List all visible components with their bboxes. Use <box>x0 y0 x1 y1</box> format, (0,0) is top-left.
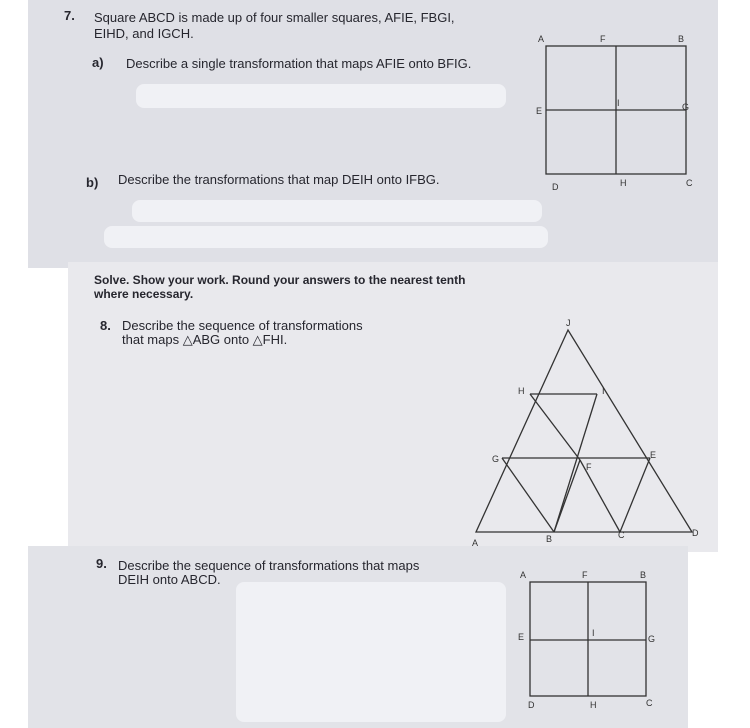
q8-label-f: F <box>586 462 592 472</box>
q8-label-c: C <box>618 530 625 540</box>
q7-label-g: G <box>682 102 690 112</box>
square-diagram-q7 <box>546 46 686 174</box>
q9-label-g: G <box>648 634 656 644</box>
part-b-label: b) <box>86 175 99 190</box>
part-a-text: Describe a single transformation that maps AFIE onto BFIG. <box>126 56 472 71</box>
q9-label-c: C <box>646 698 653 708</box>
q8-label-i: I <box>602 386 605 396</box>
q8-label-j: J <box>566 318 571 328</box>
q8-label-g: G <box>492 454 500 464</box>
question-9-line2: DEIH onto ABCD. <box>118 572 221 587</box>
question-8-line2: that maps △ABG onto △FHI. <box>122 332 288 347</box>
q7-label-d: D <box>552 182 559 192</box>
triangle-diagram-q8 <box>476 330 692 532</box>
q7-label-c: C <box>686 178 693 188</box>
question-7-line2: EIHD, and IGCH. <box>94 26 194 41</box>
q9-label-a: A <box>520 570 527 580</box>
q9-label-e: E <box>518 632 525 642</box>
instructions-line2: where necessary. <box>94 287 194 301</box>
instructions-line1: Solve. Show your work. Round your answers to the nearest tenth <box>94 273 466 287</box>
q8-label-a: A <box>472 538 479 548</box>
q7-label-e: E <box>536 106 543 116</box>
q8-label-h: H <box>518 386 525 396</box>
q7-label-h: H <box>620 178 627 188</box>
q9-label-b: B <box>640 570 647 580</box>
q7-label-b: B <box>678 34 685 44</box>
question-8-line1: Describe the sequence of transformations <box>122 318 363 333</box>
part-b-text: Describe the transformations that map DEIH onto IFBG. <box>118 172 440 187</box>
q7-label-i: I <box>617 98 620 108</box>
q9-label-f: F <box>582 570 588 580</box>
q8-label-e: E <box>650 450 657 460</box>
part-a-label: a) <box>92 55 104 70</box>
q9-label-h: H <box>590 700 597 710</box>
question-8-number: 8. <box>100 318 111 333</box>
question-7-number: 7. <box>64 8 75 23</box>
q7-label-a: A <box>538 34 545 44</box>
q9-label-d: D <box>528 700 535 710</box>
q9-label-i: I <box>592 628 595 638</box>
question-7-line1: Square ABCD is made up of four smaller squares, AFIE, FBGI, <box>94 10 455 25</box>
question-9-line1: Describe the sequence of transformations that maps <box>118 558 420 573</box>
q7-label-f: F <box>600 34 606 44</box>
q8-label-b: B <box>546 534 553 544</box>
square-diagram-q9 <box>530 582 646 696</box>
q8-label-d: D <box>692 528 699 538</box>
question-9-number: 9. <box>96 556 107 571</box>
